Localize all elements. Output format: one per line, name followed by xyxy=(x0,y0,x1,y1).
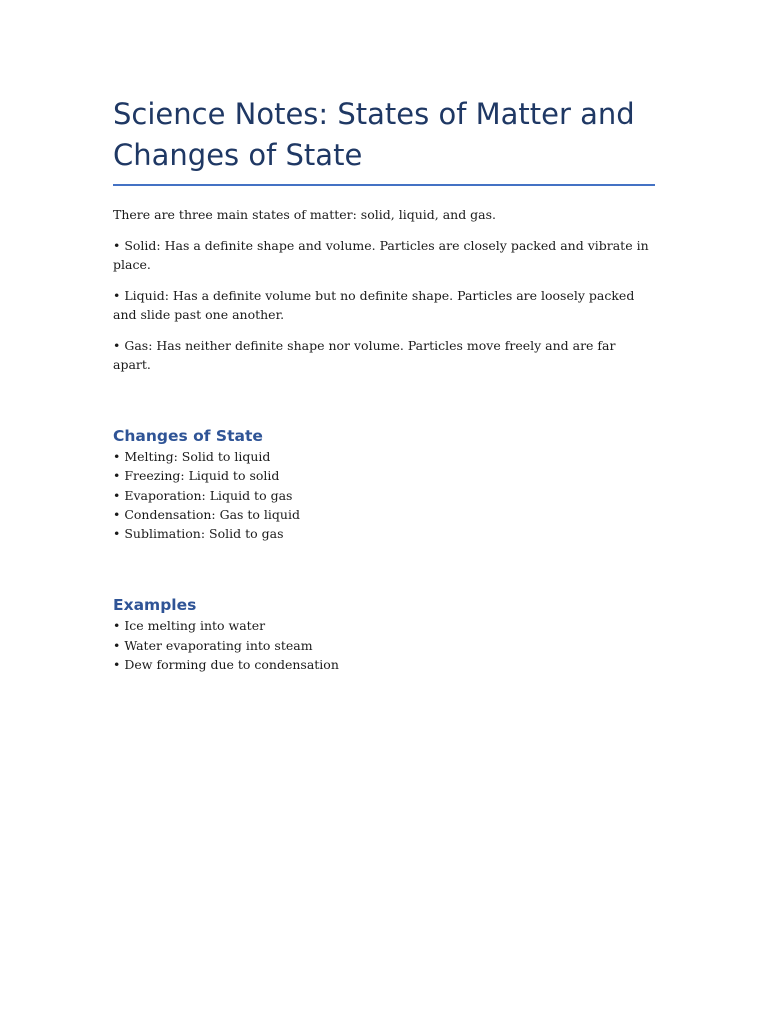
list-item: • Condensation: Gas to liquid xyxy=(113,506,300,522)
list-item: • Water evaporating into steam xyxy=(113,637,313,653)
changes-of-state-list xyxy=(113,447,655,543)
examples-list xyxy=(113,616,655,674)
changes-of-state-heading: Changes of State xyxy=(113,427,263,445)
list-item: • Sublimation: Solid to gas xyxy=(113,526,284,542)
list-item: • Freezing: Liquid to solid xyxy=(113,468,280,484)
list-item: • Ice melting into water xyxy=(113,618,266,634)
document-body xyxy=(113,94,655,674)
state-liquid-paragraph: • Liquid: Has a definite volume but no definite shape. Particles are loosely packed and slide past one another. xyxy=(113,288,635,322)
list-item: • Melting: Solid to liquid xyxy=(113,449,271,464)
intro-paragraph: There are three main states of matter: solid, liquid, and gas. xyxy=(113,207,497,222)
state-solid-paragraph: • Solid: Has a definite shape and volume. Particles are closely packed and vibrate in place. xyxy=(113,238,649,272)
list-item: • Evaporation: Liquid to gas xyxy=(113,487,293,503)
state-gas-paragraph: • Gas: Has neither definite shape nor volume. Particles move freely and are far apart. xyxy=(113,338,616,372)
list-item: • Dew forming due to condensation xyxy=(113,657,339,673)
examples-heading: Examples xyxy=(113,596,197,615)
page-title: Science Notes: States of Matter and Changes of State xyxy=(113,94,655,186)
